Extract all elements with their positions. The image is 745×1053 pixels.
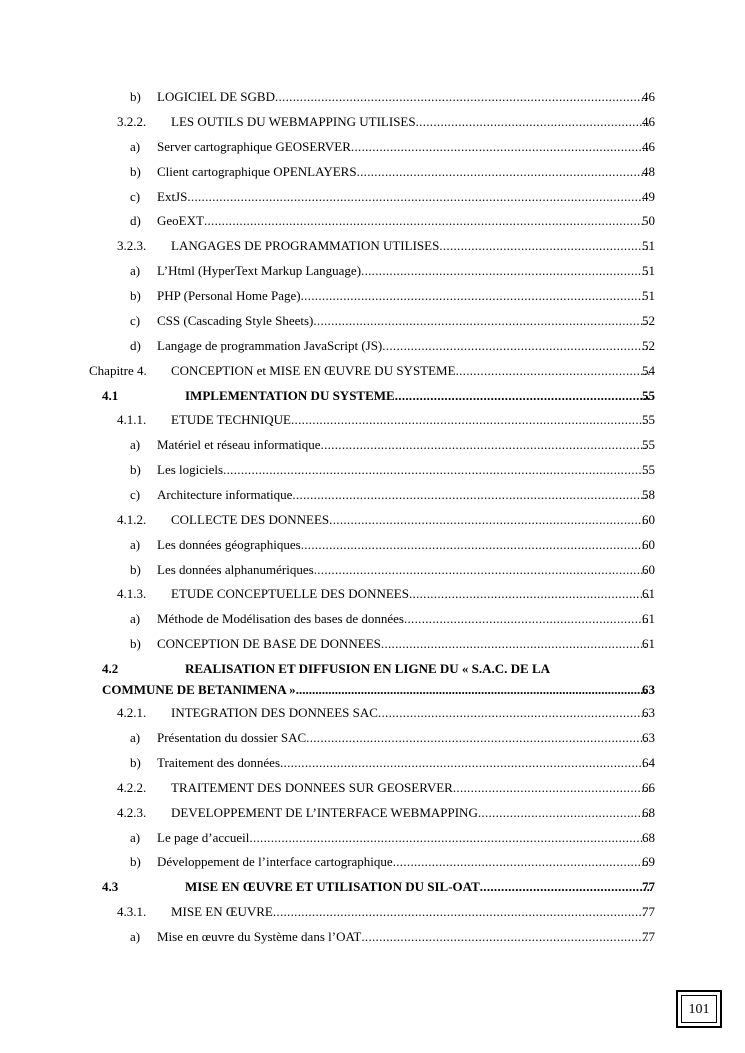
dot-leader (223, 460, 645, 480)
toc-entry (0, 609, 745, 629)
toc-entry-number: b) (130, 854, 141, 869)
toc-entry (0, 211, 745, 231)
toc-entry-page: 46 (642, 114, 655, 129)
toc-entry (0, 410, 745, 430)
toc-entry-number: 3.2.2. (117, 114, 147, 129)
toc-entry-number: 4.1.2. (117, 512, 147, 527)
toc-entry-page: 49 (642, 189, 655, 204)
dot-leader (478, 803, 651, 823)
toc-entry (0, 137, 745, 157)
dot-leader (329, 510, 647, 530)
toc-entry-page: 77 (642, 929, 655, 944)
toc-entry-title: ETUDE CONCEPTUELLE DES DONNEES (171, 586, 409, 601)
toc-entry (0, 634, 745, 654)
toc-entry-title: LES OUTILS DU WEBMAPPING UTILISES (171, 114, 416, 129)
dot-leader (187, 187, 643, 207)
dot-leader (378, 703, 648, 723)
toc-entry-section (0, 659, 745, 701)
toc-entry-page: 63 (642, 705, 655, 720)
dot-leader (382, 336, 648, 356)
toc-entry-number: 4.2.1. (117, 705, 147, 720)
toc-entry-title: CONCEPTION et MISE EN ŒUVRE DU SYSTEME (171, 363, 456, 378)
dot-leader (456, 361, 651, 381)
toc-entry-number: Chapitre 4. (89, 363, 147, 378)
dot-leader (381, 634, 648, 654)
toc-entry (0, 778, 745, 798)
toc-entry-page: 68 (642, 805, 655, 820)
toc-entry-page: 50 (642, 213, 655, 228)
toc-entry-title: Les données géographiques (157, 537, 301, 552)
toc-entry-title: Architecture informatique (157, 487, 293, 502)
toc-entry-title: LANGAGES DE PROGRAMMATION UTILISES (171, 238, 440, 253)
dot-leader (480, 877, 651, 897)
toc-entry (0, 460, 745, 480)
toc-entry-number: a) (130, 263, 141, 278)
toc-entry-page: 61 (642, 636, 655, 651)
toc-entry-page: 63 (642, 730, 655, 745)
dot-leader (275, 87, 646, 107)
toc-entry-number: 4.3.1. (117, 904, 147, 919)
dot-leader (416, 112, 650, 132)
toc-entry (0, 112, 745, 132)
dot-leader (280, 753, 646, 773)
toc-entry-number: b) (130, 462, 141, 477)
toc-entry-title: Présentation du dossier SAC (157, 730, 307, 745)
toc-entry-number: a) (130, 730, 141, 745)
toc-entry-title: Server cartographique GEOSERVER (157, 139, 351, 154)
toc-entry-title: L’Html (HyperText Markup Language) (157, 263, 362, 278)
toc-entry-page: 61 (642, 586, 655, 601)
toc-entry (0, 435, 745, 455)
toc-entry-title: Les logiciels (157, 462, 224, 477)
toc-entry (0, 584, 745, 604)
dot-leader (453, 778, 650, 798)
toc-entry-chapter (0, 361, 745, 381)
toc-entry-title: MISE EN ŒUVRE (171, 904, 273, 919)
toc-entry-number: b) (130, 164, 141, 179)
dot-leader (313, 311, 646, 331)
toc-entry-number: 4.2.2. (117, 780, 147, 795)
toc-entry-page: 51 (642, 238, 655, 253)
toc-entry (0, 828, 745, 848)
toc-entry-number: a) (130, 611, 141, 626)
toc-entry-page: 64 (642, 755, 655, 770)
toc-entry (0, 535, 745, 555)
toc-entry (0, 261, 745, 281)
dot-leader (404, 609, 649, 629)
toc-entry-page: 55 (642, 412, 655, 427)
toc-entry (0, 852, 745, 872)
toc-entry-number: a) (130, 437, 141, 452)
toc-entry-title: Développement de l’interface cartographique (157, 854, 393, 869)
toc-entry-title: Les données alphanumériques (157, 562, 314, 577)
toc-entry-page: 55 (642, 437, 655, 452)
toc-entry-number: c) (130, 313, 141, 328)
toc-entry-page: 77 (642, 879, 655, 894)
toc-entry-page: 55 (642, 462, 655, 477)
toc-entry (0, 902, 745, 922)
toc-entry (0, 286, 745, 306)
toc-entry-number: 4.1 (102, 388, 119, 403)
toc-entry-number: a) (130, 537, 141, 552)
toc-entry (0, 162, 745, 182)
toc-entry-number: 4.2.3. (117, 805, 147, 820)
toc-entry-number: 4.3 (102, 879, 119, 894)
toc-entry-page: 54 (642, 363, 655, 378)
toc-entry-title: DEVELOPPEMENT DE L’INTERFACE WEBMAPPING (171, 805, 478, 820)
toc-entry-title: Méthode de Modélisation des bases de données (157, 611, 404, 626)
dot-leader (301, 286, 647, 306)
dot-leader (395, 386, 649, 406)
toc-entry-title: TRAITEMENT DES DONNEES SUR GEOSERVER (171, 780, 453, 795)
page-number-box (676, 990, 722, 1028)
toc-entry (0, 311, 745, 331)
toc-entry-title: Client cartographique OPENLAYERS (157, 164, 357, 179)
dot-leader (273, 902, 646, 922)
toc-entry (0, 87, 745, 107)
toc-entry-title: Le page d’accueil (157, 830, 250, 845)
dot-leader (361, 927, 648, 947)
page-number: 101 (681, 995, 717, 1023)
toc-entry (0, 728, 745, 748)
toc-entry (0, 703, 745, 723)
toc-entry-title: IMPLEMENTATION DU SYSTEME (185, 388, 395, 403)
toc-entry-page: 46 (642, 139, 655, 154)
toc-entry-title: Matériel et réseau informatique (157, 437, 321, 452)
toc-entry-number: 4.1.1. (117, 412, 147, 427)
toc-entry-number: c) (130, 487, 141, 502)
toc-entry-number: a) (130, 139, 141, 154)
toc-entry (0, 236, 745, 256)
toc-entry-title: ETUDE TECHNIQUE (171, 412, 291, 427)
toc-entry-page: 48 (642, 164, 655, 179)
toc-entry-number: 4.1.3. (117, 586, 147, 601)
toc-entry-page: 51 (642, 263, 655, 278)
dot-leader (357, 162, 648, 182)
toc-entry (0, 560, 745, 580)
toc-entry-page: 51 (642, 288, 655, 303)
toc-entry-page: 63 (642, 682, 655, 697)
dot-leader (296, 680, 646, 700)
toc-entry-title: LOGICIEL DE SGBD (157, 89, 275, 104)
toc-entry-title: CSS (Cascading Style Sheets) (157, 313, 314, 328)
dot-leader (292, 485, 646, 505)
toc-entry-title: CONCEPTION DE BASE DE DONNEES (157, 636, 381, 651)
toc-entry (0, 485, 745, 505)
toc-entry-page: 66 (642, 780, 655, 795)
toc-entry-number: d) (130, 213, 141, 228)
toc-entry-title: Langage de programmation JavaScript (JS) (157, 338, 383, 353)
dot-leader (306, 728, 646, 748)
toc-entry-section (0, 877, 745, 897)
dot-leader (361, 261, 648, 281)
dot-leader (249, 828, 645, 848)
dot-leader (314, 560, 647, 580)
toc-entry-number: b) (130, 755, 141, 770)
dot-leader (291, 410, 646, 430)
toc-entry-page: 60 (642, 562, 655, 577)
toc-entry (0, 336, 745, 356)
toc-entry-number: 3.2.3. (117, 238, 147, 253)
toc-entry-number: c) (130, 189, 141, 204)
toc-entry-title: GeoEXT (157, 213, 204, 228)
dot-leader (393, 852, 649, 872)
toc-entry-title-line2: COMMUNE DE BETANIMENA » (102, 682, 296, 697)
toc-entry-title: MISE EN ŒUVRE ET UTILISATION DU SIL-OAT (185, 879, 480, 894)
toc-entry-page: 60 (642, 512, 655, 527)
toc-entry-title: INTEGRATION DES DONNEES SAC (171, 705, 378, 720)
toc-entry-page: 60 (642, 537, 655, 552)
toc-entry-title-line1: REALISATION ET DIFFUSION EN LIGNE DU « S.A.C. DE LA (185, 661, 551, 676)
toc-entry-page: 68 (642, 830, 655, 845)
toc-entry-number: a) (130, 830, 141, 845)
dot-leader (204, 211, 644, 231)
toc-entry-number: b) (130, 562, 141, 577)
toc-entry-page: 69 (642, 854, 655, 869)
toc-entry-page: 52 (642, 313, 655, 328)
toc-entry-page: 52 (642, 338, 655, 353)
toc-entry-title: Mise en œuvre du Système dans l’OAT (157, 929, 362, 944)
toc-entry (0, 187, 745, 207)
toc-entry-section (0, 386, 745, 406)
toc-entry-page: 77 (642, 904, 655, 919)
toc-entry-page: 46 (642, 89, 655, 104)
toc-entry (0, 927, 745, 947)
toc-entry-page: 61 (642, 611, 655, 626)
toc-entry-number: b) (130, 288, 141, 303)
dot-leader (409, 584, 649, 604)
toc-entry (0, 753, 745, 773)
toc-entry-title: ExtJS (157, 189, 188, 204)
toc-entry-title: Traitement des données (157, 755, 280, 770)
dot-leader (321, 435, 647, 455)
toc-entry (0, 803, 745, 823)
toc-entry-number: b) (130, 89, 141, 104)
toc-entry-page: 58 (642, 487, 655, 502)
toc-entry (0, 510, 745, 530)
toc-entry-number: b) (130, 636, 141, 651)
toc-entry-number: a) (130, 929, 141, 944)
toc-entry-title: PHP (Personal Home Page) (157, 288, 301, 303)
toc-entry-number: d) (130, 338, 141, 353)
dot-leader (351, 137, 648, 157)
dot-leader (439, 236, 649, 256)
toc-entry-number: 4.2 (102, 661, 119, 676)
dot-leader (301, 535, 647, 555)
toc-entry-title: COLLECTE DES DONNEES (171, 512, 330, 527)
toc-entry-page: 55 (642, 388, 655, 403)
